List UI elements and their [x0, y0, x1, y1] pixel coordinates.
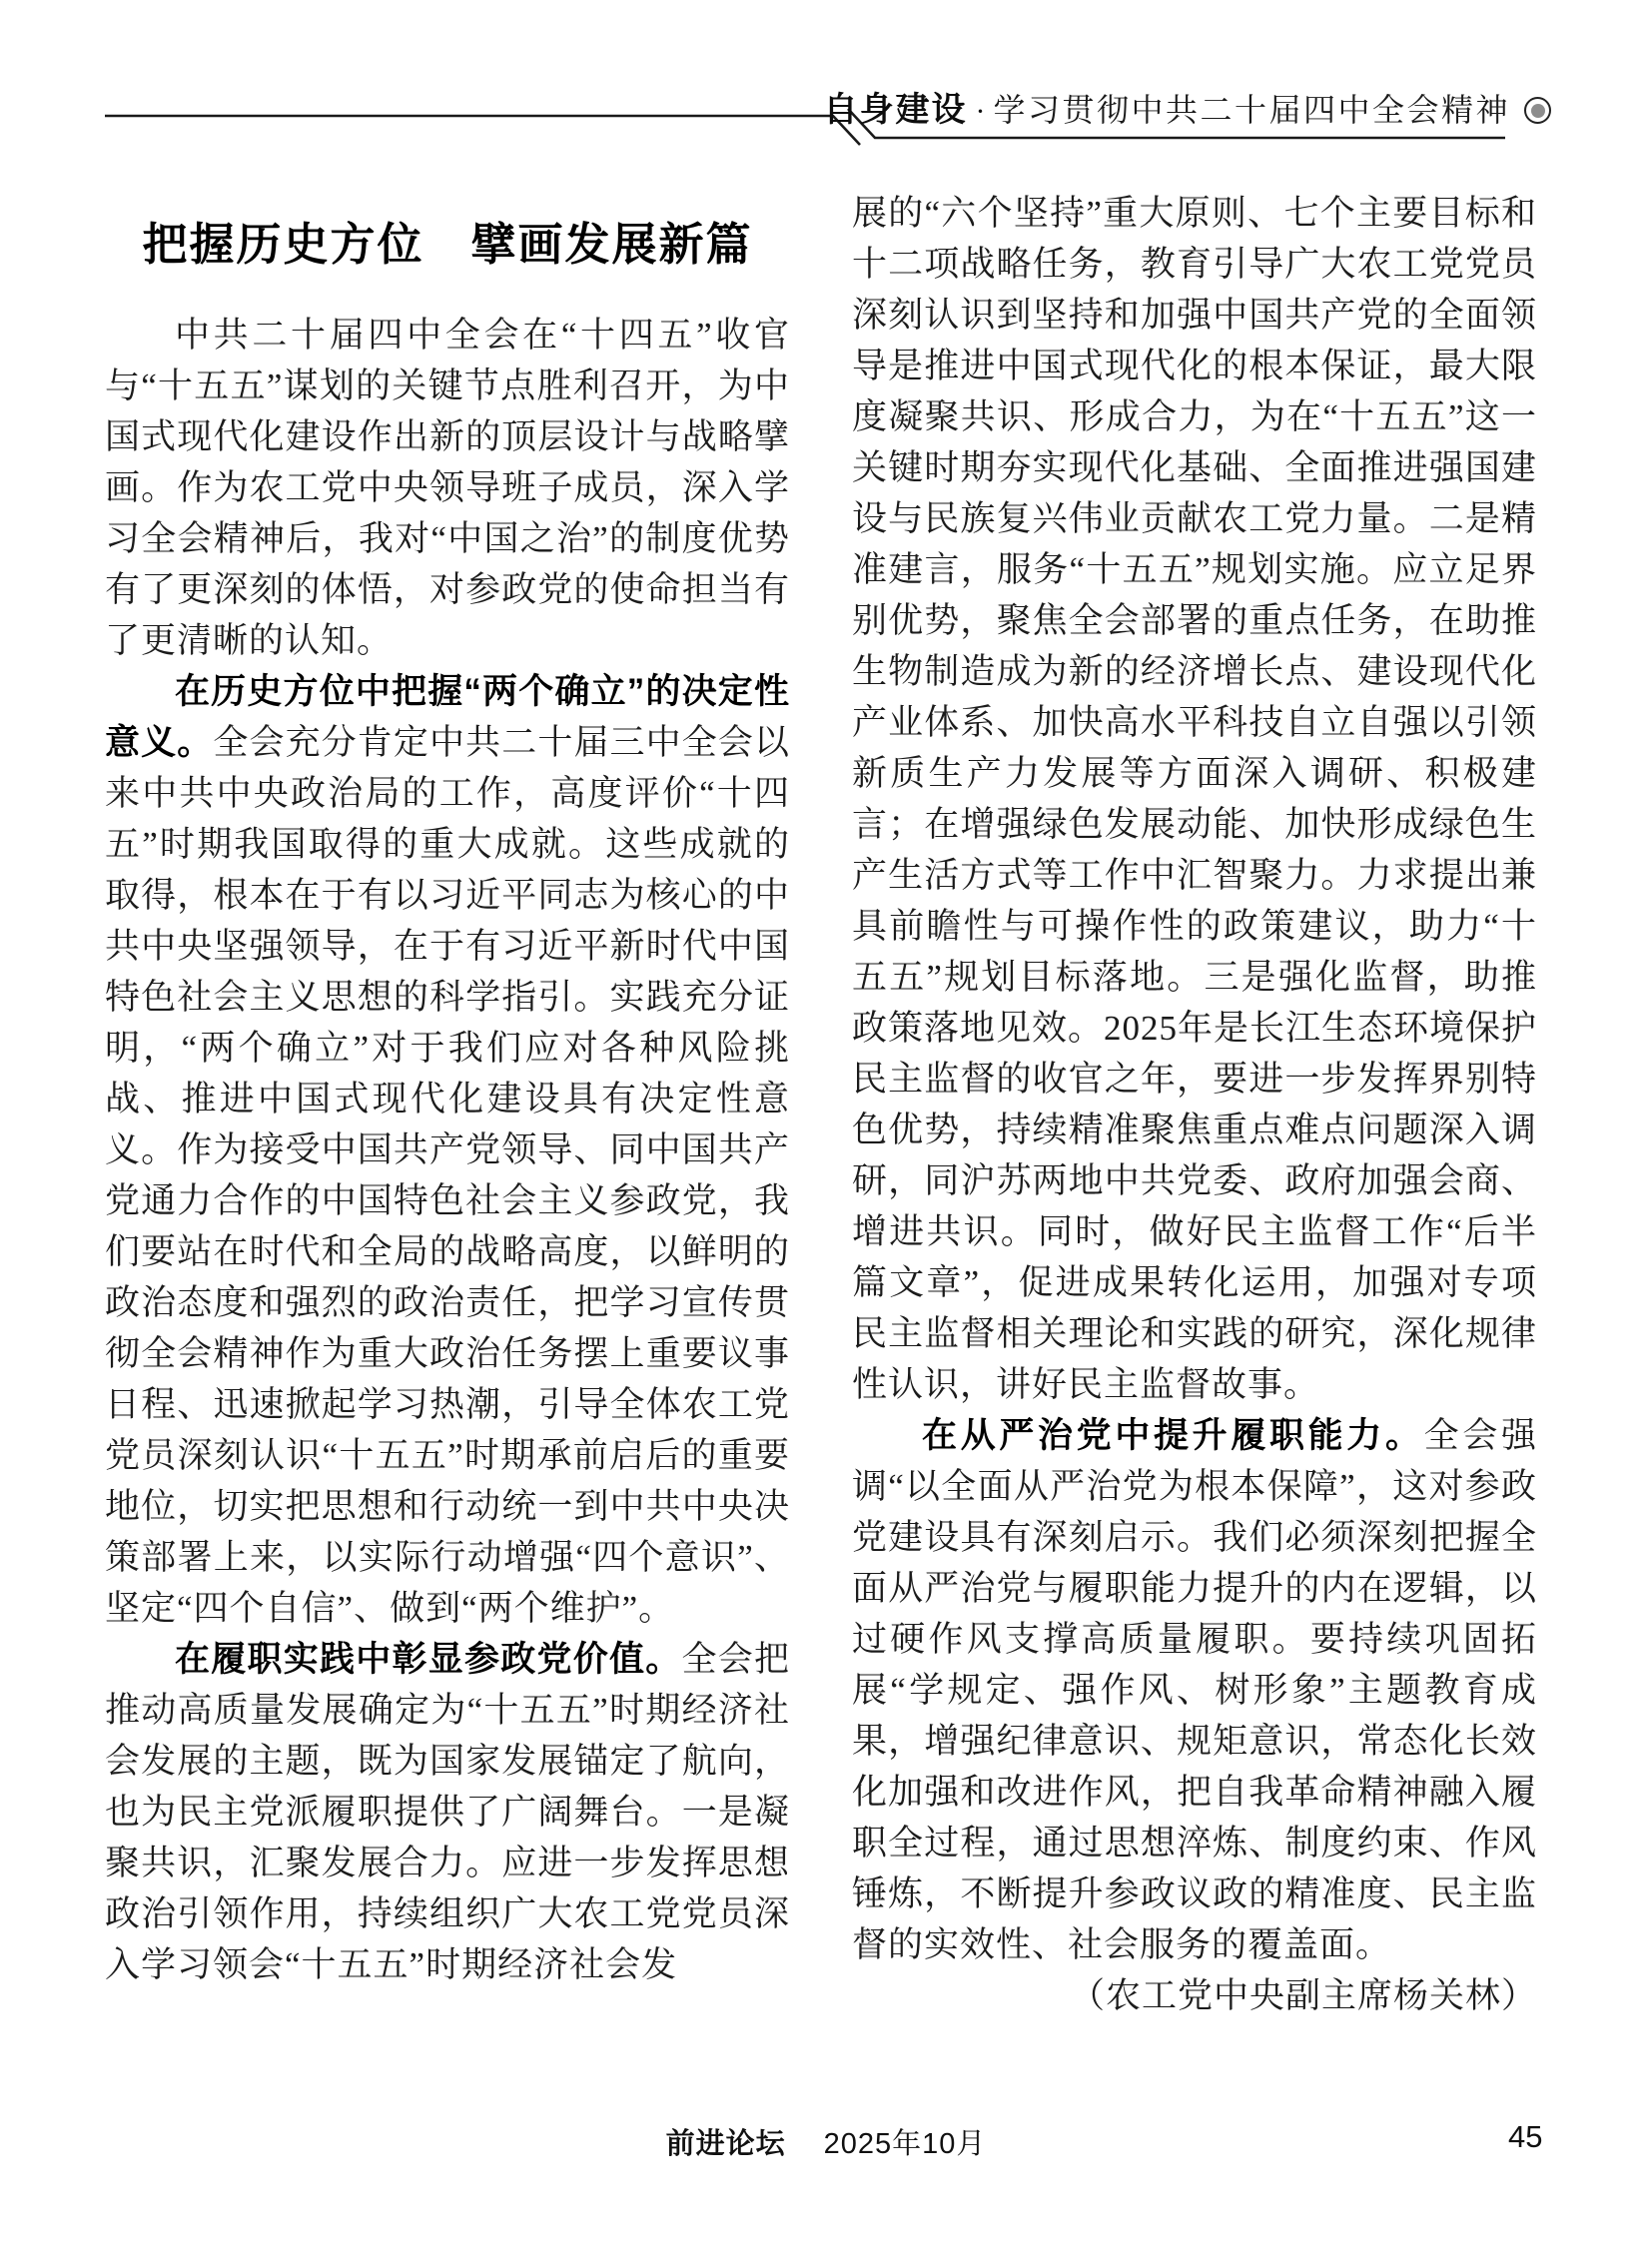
article-column-right: [852, 188, 1537, 2065]
journal-name: 前进论坛: [665, 2128, 786, 2160]
author-byline: （农工党中央副主席杨关林）: [1069, 1976, 1537, 2015]
body-run: 中共二十届四中全会在“十四五”收官与“十五五”谋划的关键节点胜利召开，为中国式现代化建设作出新的顶层设计与战略擘画。作为农工党中央领导班子成员，深入学习全会精神后，我对“中国之治”的制度优势有了更深刻的体悟，对参政党的使命担当有了更清晰的认知。: [105, 316, 790, 660]
paragraph-three: [105, 1634, 790, 1990]
running-head-topic: 学习贯彻中共二十届四中全会精神: [993, 92, 1510, 128]
paragraph-four: [852, 1410, 1537, 1970]
article-title: 把握历史方位 擘画发展新篇: [142, 219, 753, 270]
separator-dot: ·: [975, 95, 986, 128]
paragraph-three-continued: [852, 188, 1537, 1410]
page-footer: [0, 2121, 1652, 2162]
body-run: 全会充分肯定中共二十届三中全会以来中共中央政治局的工作，高度评价“十四五”时期我国取得的重大成就。这些成就的取得，根本在于有以习近平同志为核心的中共中央坚强领导，在于有习近平新时代中国特色社会主义思想的科学指引。实践充分证明，“两个确立”对于我们应对各种风险挑战、推进中国式现代化建设具有决定性意义。作为接受中国共产党领导、同中国共产党通力合作的中国特色社会主义参政党，我们要站在时代和全局的战略高度，以鲜明的政治态度和强烈的政治责任，把学习宣传贯彻全会精神作为重大政治任务摆上重要议事日程、迅速掀起学习热潮，引导全体农工党党员深刻认识“十五五”时期承前启后的重要地位，切实把思想和行动统一到中共中央决策部署上来，以实际行动增强“四个意识”、坚定“四个自信”、做到“两个维护”。: [105, 723, 790, 1628]
running-head-section: 自身建设: [823, 91, 968, 129]
paragraph-two-lead: 在历史方位中把握“两个确立”的决定性意义。: [105, 672, 790, 762]
issue-date: 2025年10月: [823, 2128, 987, 2160]
running-head: [823, 82, 1510, 131]
body-run: 全会把推动高质量发展确定为“十五五”时期经济社会发展的主题，既为国家发展锚定了航向，也为民主党派履职提供了广阔舞台。一是凝聚共识，汇聚发展合力。应进一步发挥思想政治引领作用，持续组织广大农工党党员深入学习领会“十五五”时期经济社会发: [105, 1640, 790, 1984]
paragraph-three-lead: 在履职实践中彰显参政党价值。: [175, 1640, 682, 1679]
bullseye-inner-dot: [1531, 104, 1545, 118]
bullseye-icon: [1524, 97, 1551, 124]
page-number: 45: [1508, 2119, 1543, 2154]
paragraph-two: [105, 666, 790, 1634]
body-run: 全会强调“以全面从严治党为根本保障”，这对参政党建设具有深刻启示。我们必须深刻把握全面从严治党与履职能力提升的内在逻辑，以过硬作风支撑高质量履职。要持续巩固拓展“学规定、强作风、树形象”主题教育成果，增强纪律意识、规矩意识，常态化长效化加强和改进作风，把自我革命精神融入履职全过程，通过思想淬炼、制度约束、作风锤炼，不断提升参政议政的精准度、民主监督的实效性、社会服务的覆盖面。: [852, 1416, 1537, 1964]
paragraph-four-lead: 在从严治党中提升履职能力。: [922, 1416, 1424, 1455]
body-run: 展的“六个坚持”重大原则、七个主要目标和十二项战略任务，教育引导广大农工党党员深刻认识到坚持和加强中国共产党的全面领导是推进中国式现代化的根本保证，最大限度凝聚共识、形成合力，为在“十五五”这一关键时期夯实现代化基础、全面推进强国建设与民族复兴伟业贡献农工党力量。二是精准建言，服务“十五五”规划实施。应立足界别优势，聚焦全会部署的重点任务，在助推生物制造成为新的经济增长点、建设现代化产业体系、加快高水平科技自立自强以引领新质生产力发展等方面深入调研、积极建言；在增强绿色发展动能、加快形成绿色生产生活方式等工作中汇智聚力。力求提出兼具前瞻性与可操作性的政策建议，助力“十五五”规划目标落地。三是强化监督，助推政策落地见效。2025年是长江生态环境保护民主监督的收官之年，要进一步发挥界别特色优势，持续精准聚焦重点难点问题深入调研，同沪苏两地中共党委、政府加强会商、增进共识。同时，做好民主监督工作“后半篇文章”，促进成果转化运用，加强对专项民主监督相关理论和实践的研究，深化规律性认识，讲好民主监督故事。: [852, 194, 1537, 1404]
article-column-left: [105, 158, 790, 2060]
paragraph-intro: [105, 310, 790, 666]
